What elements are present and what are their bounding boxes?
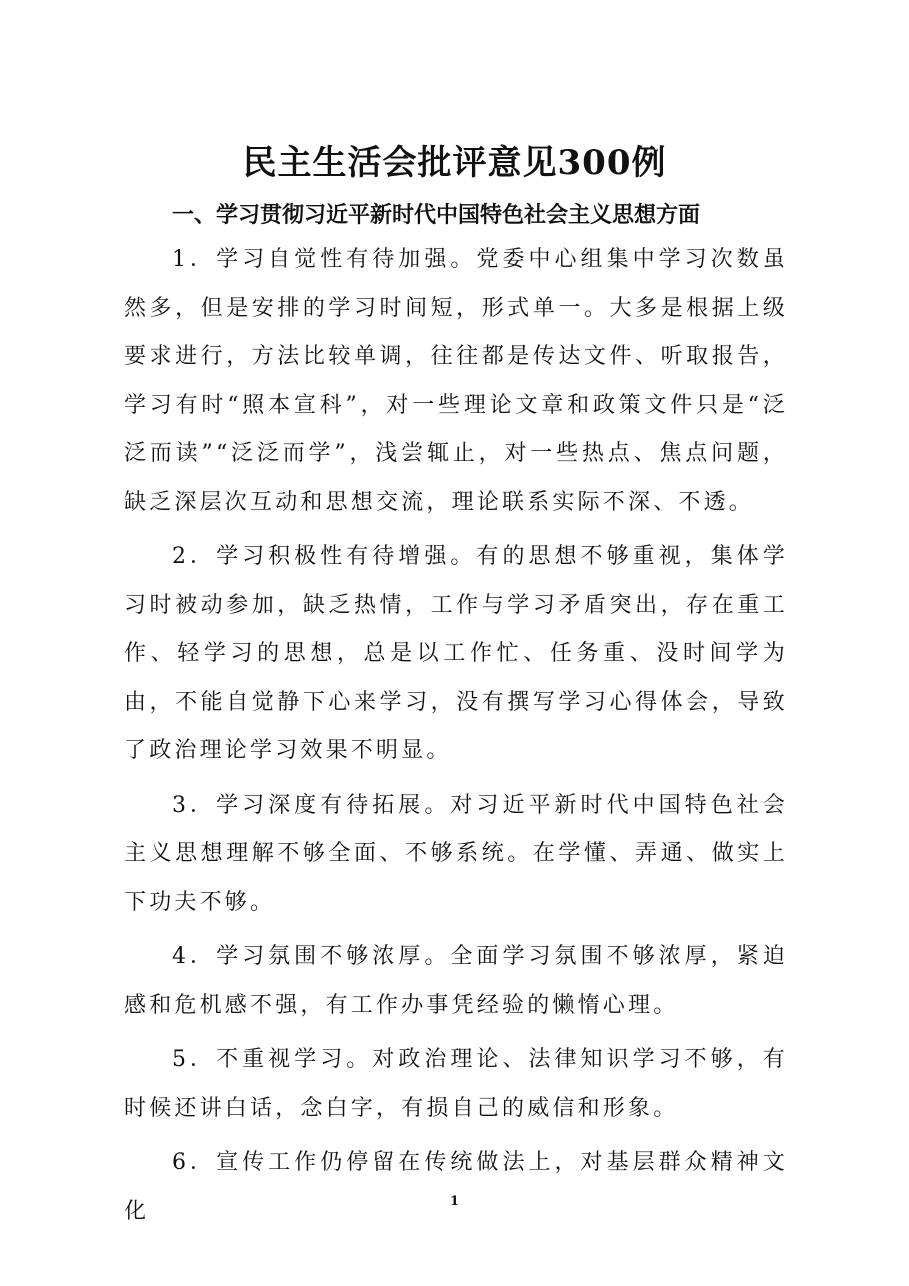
paragraph-3: 3．学习深度有待拓展。对习近平新时代中国特色社会主义思想理解不够全面、不够系统。在学懂、弄通、做实上下功夫不够。 xyxy=(124,792,788,915)
section-heading: 一、学习贯彻习近平新时代中国特色社会主义思想方面 xyxy=(172,203,701,228)
paragraph-4: 4．学习氛围不够浓厚。全面学习氛围不够浓厚，紧迫感和危机感不强，有工作办事凭经验的懒惰心理。 xyxy=(124,944,788,1018)
page-number: 1 xyxy=(449,1194,460,1209)
document-title: 民主生活会批评意见300例 xyxy=(242,143,667,183)
paragraph-2: 2．学习积极性有待增强。有的思想不够重视，集体学习时被动参加，缺乏热情，工作与学习矛盾突出，存在重工作、轻学习的思想，总是以工作忙、任务重、没时间学为由，不能自觉静下心来学习，没有撰写学习心得体会，导致了政治理论学习效果不明显。 xyxy=(124,544,788,763)
paragraph-6: 6．宣传工作仍停留在传统做法上，对基层群众精神文化 xyxy=(124,1150,788,1224)
paragraph-1: 1．学习自觉性有待加强。党委中心组集中学习次数虽然多，但是安排的学习时间短，形式单一。大多是根据上级要求进行，方法比较单调，往往都是传达文件、听取报告，学习有时“照本宣科”，对一些理论文章和政策文件只是“泛泛而读”“泛泛而学”，浅尝辄止，对一些热点、焦点问题，缺乏深层次互动和思想交流，理论联系实际不深、不透。 xyxy=(124,247,788,515)
body-text xyxy=(124,236,788,1236)
paragraph-5: 5．不重视学习。对政治理论、法律知识学习不够，有时候还讲白话，念白字，有损自己的威信和形象。 xyxy=(124,1047,788,1121)
